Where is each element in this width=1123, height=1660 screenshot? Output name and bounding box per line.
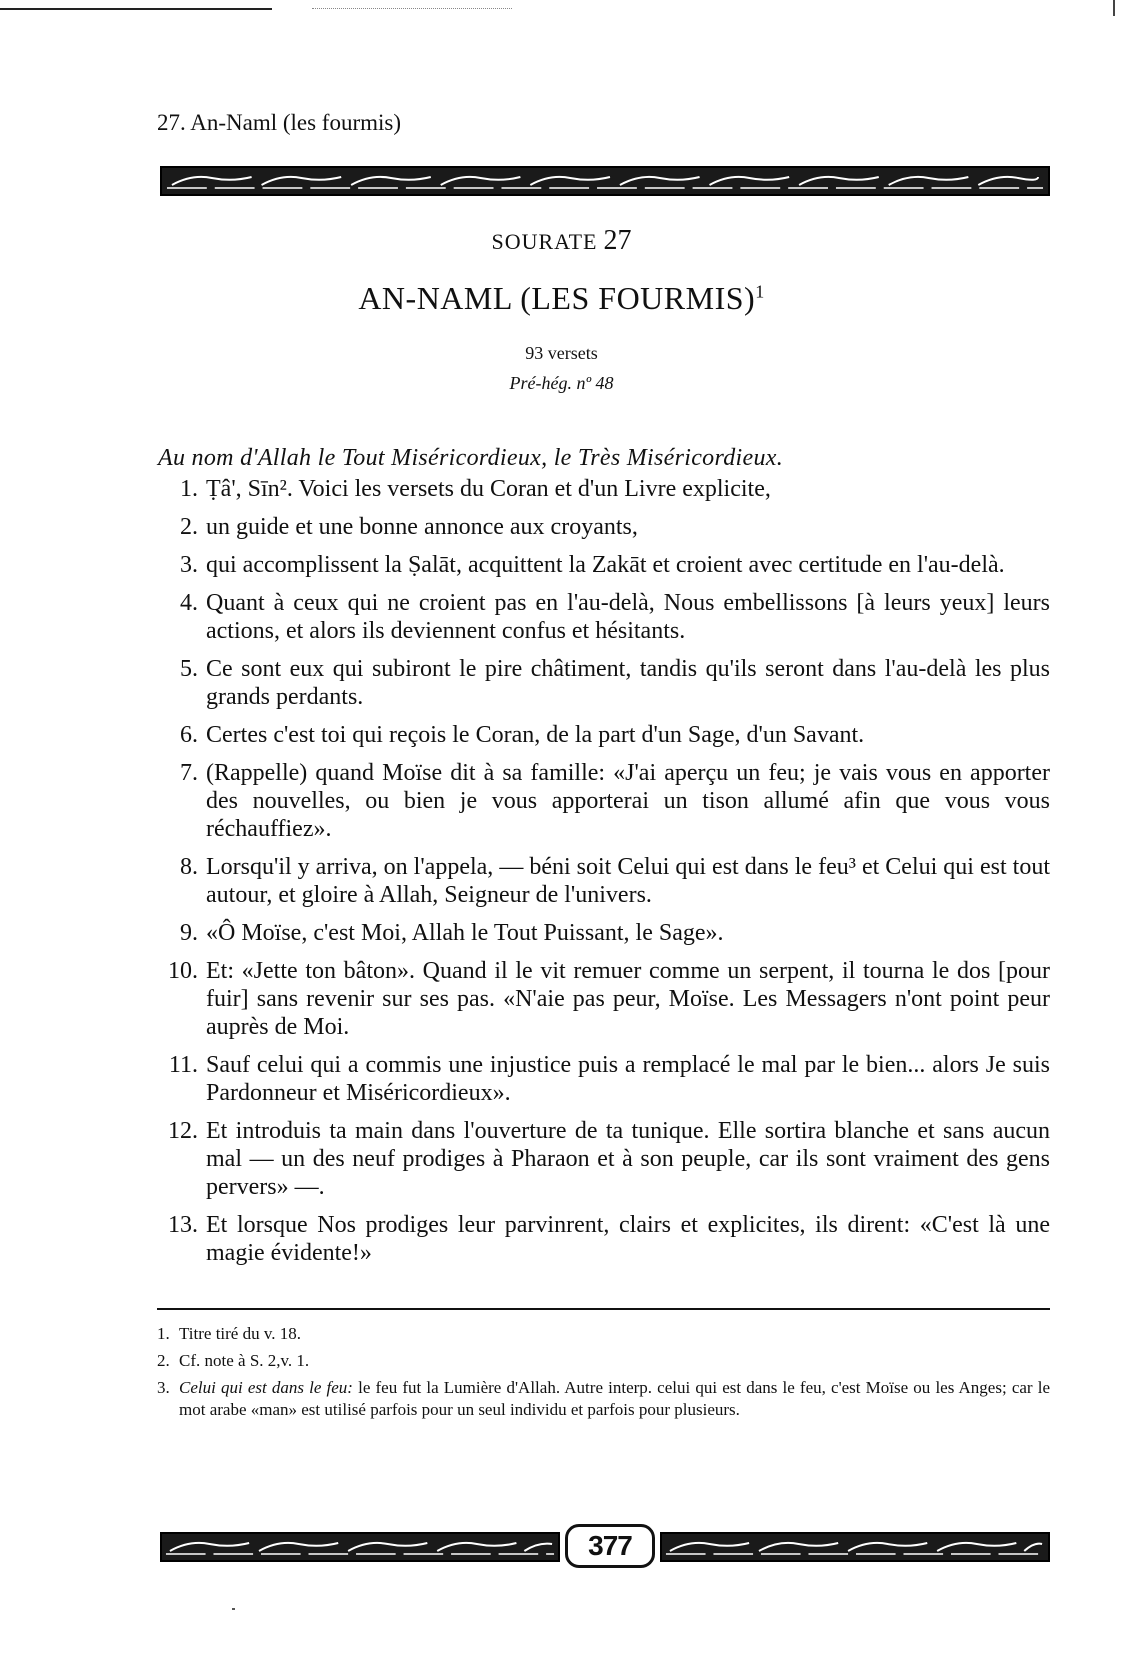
verse: [150, 957, 1050, 1041]
verse-list: [150, 475, 1050, 1277]
footnote-text: [179, 1323, 1050, 1345]
verse: [150, 919, 1050, 947]
verse: [150, 513, 1050, 541]
footnote: [157, 1377, 1050, 1421]
page-number: 377: [565, 1524, 655, 1568]
verse: [150, 655, 1050, 711]
footnotes: [157, 1323, 1050, 1426]
verse-number: 13.: [168, 1212, 198, 1238]
footnote-text: [179, 1350, 1050, 1372]
verse-number: 8.: [180, 854, 198, 880]
footnote-number: 2.: [157, 1351, 170, 1370]
footnote-lead: Celui qui est dans le feu:: [179, 1378, 353, 1397]
hegira-note: Pré-hég. nº 48: [509, 373, 614, 393]
footnote-divider: [157, 1308, 1050, 1310]
verse-number: 5.: [180, 656, 198, 682]
title-footnote-ref: 1: [755, 281, 765, 302]
footnote: [157, 1350, 1050, 1372]
running-head: 27. An-Naml (les fourmis): [157, 110, 402, 135]
verse: [150, 589, 1050, 645]
verse-text: Ṭâ', Sīn². Voici les versets du Coran et d'un Livre explicite,: [206, 476, 771, 502]
verse-text: Lorsqu'il y arriva, on l'appela, — béni soit Celui qui est dans le feu³ et Celui qui est tout autour, et gloire à Allah, Seigneur de l'univers.: [206, 854, 1050, 908]
verse-text: Sauf celui qui a commis une injustice puis a remplacé le mal par le bien... alors Je suis Pardonneur et Miséricordieux».: [206, 1052, 1050, 1106]
sourate-title-text: AN-NAML (LES FOURMIS): [358, 280, 756, 316]
verse-text: (Rappelle) quand Moïse dit à sa famille: «J'ai aperçu un feu; je vais vous en apporter des nouvelles, ou bien je vous apporterai un tison allumé afin que vous vous réchauffiez».: [206, 760, 1050, 842]
verse-number: 2.: [180, 514, 198, 540]
verse-text: Et: «Jette ton bâton». Quand il le vit remuer comme un serpent, il tourna le dos [pour fuir] sans revenir sur ses pas. «N'aie pas peur, Moïse. Les Messagers n'ont point peur auprès de Moi.: [206, 958, 1050, 1040]
scan-edge-mark: [1113, 0, 1115, 16]
footnote-body: le feu fut la Lumière d'Allah. Autre interp. celui qui est dans le feu, c'est Moïse ou les Anges; car le mot arabe «man» est utilisé parfois pour un seul individu et parfois pour plusieurs.: [179, 1378, 1050, 1419]
verse: [150, 759, 1050, 843]
verse-text: Et introduis ta main dans l'ouverture de ta tunique. Elle sortira blanche et sans aucun mal — un des neuf prodiges à Pharaon et à son peuple, car ils sont vraiment des gens pervers» —.: [206, 1118, 1050, 1200]
verse-number: 7.: [180, 760, 198, 786]
verse-text: Et lorsque Nos prodiges leur parvinrent, clairs et explicites, ils dirent: «C'est là une magie évidente!»: [206, 1212, 1050, 1266]
verse-number: 6.: [180, 722, 198, 748]
verse-text: un guide et une bonne annonce aux croyants,: [206, 514, 638, 540]
verse-count: 93 versets: [525, 343, 598, 363]
verse-text: «Ô Moïse, c'est Moi, Allah le Tout Puissant, le Sage».: [206, 920, 724, 946]
verse: [150, 1211, 1050, 1267]
footnote-body: Cf. note à S. 2,v. 1.: [179, 1351, 310, 1370]
bottom-ornament-left: [160, 1532, 560, 1562]
verse: [150, 853, 1050, 909]
sourate-number-value: 27: [603, 225, 632, 256]
verse-number: 3.: [180, 552, 198, 578]
bottom-ornament-right: [660, 1532, 1050, 1562]
verse-number: 12.: [168, 1118, 198, 1144]
sourate-label: SOURATE: [491, 229, 598, 254]
footnote-number: 1.: [157, 1324, 170, 1343]
footnote: [157, 1323, 1050, 1345]
verse-number: 10.: [168, 958, 198, 984]
scan-edge-dots: [312, 8, 512, 9]
basmala: Au nom d'Allah le Tout Miséricordieux, le Très Miséricordieux.: [158, 445, 783, 471]
verse-number: 1.: [180, 476, 198, 502]
footnote-body: Titre tiré du v. 18.: [179, 1324, 301, 1343]
footnote-text: [179, 1377, 1050, 1421]
verse: [150, 551, 1050, 579]
sourate-number: [0, 225, 1123, 257]
verse-text: Ce sont eux qui subiront le pire châtiment, tandis qu'ils seront dans l'au-delà les plus grands perdants.: [206, 656, 1050, 710]
verse-text: Certes c'est toi qui reçois le Coran, de la part d'un Sage, d'un Savant.: [206, 722, 865, 748]
verse-number: 11.: [168, 1052, 198, 1078]
verse: [150, 1117, 1050, 1201]
verse: [150, 1051, 1050, 1107]
verse: [150, 721, 1050, 749]
verse-text: Quant à ceux qui ne croient pas en l'au-delà, Nous embellissons [à leurs yeux] leurs actions, et alors ils deviennent confus et hésitants.: [206, 590, 1050, 644]
sourate-title: [0, 280, 1123, 317]
footnote-number: 3.: [157, 1378, 170, 1397]
verse-text: qui accomplissent la Ṣalāt, acquittent la Zakāt et croient avec certitude en l'au-delà.: [206, 552, 1005, 578]
verse: [150, 475, 1050, 503]
scan-speck: [232, 1608, 235, 1610]
verse-number: 4.: [180, 590, 198, 616]
top-ornament-band: [160, 166, 1050, 196]
scan-edge-line: [0, 8, 272, 10]
verse-number: 9.: [180, 920, 198, 946]
